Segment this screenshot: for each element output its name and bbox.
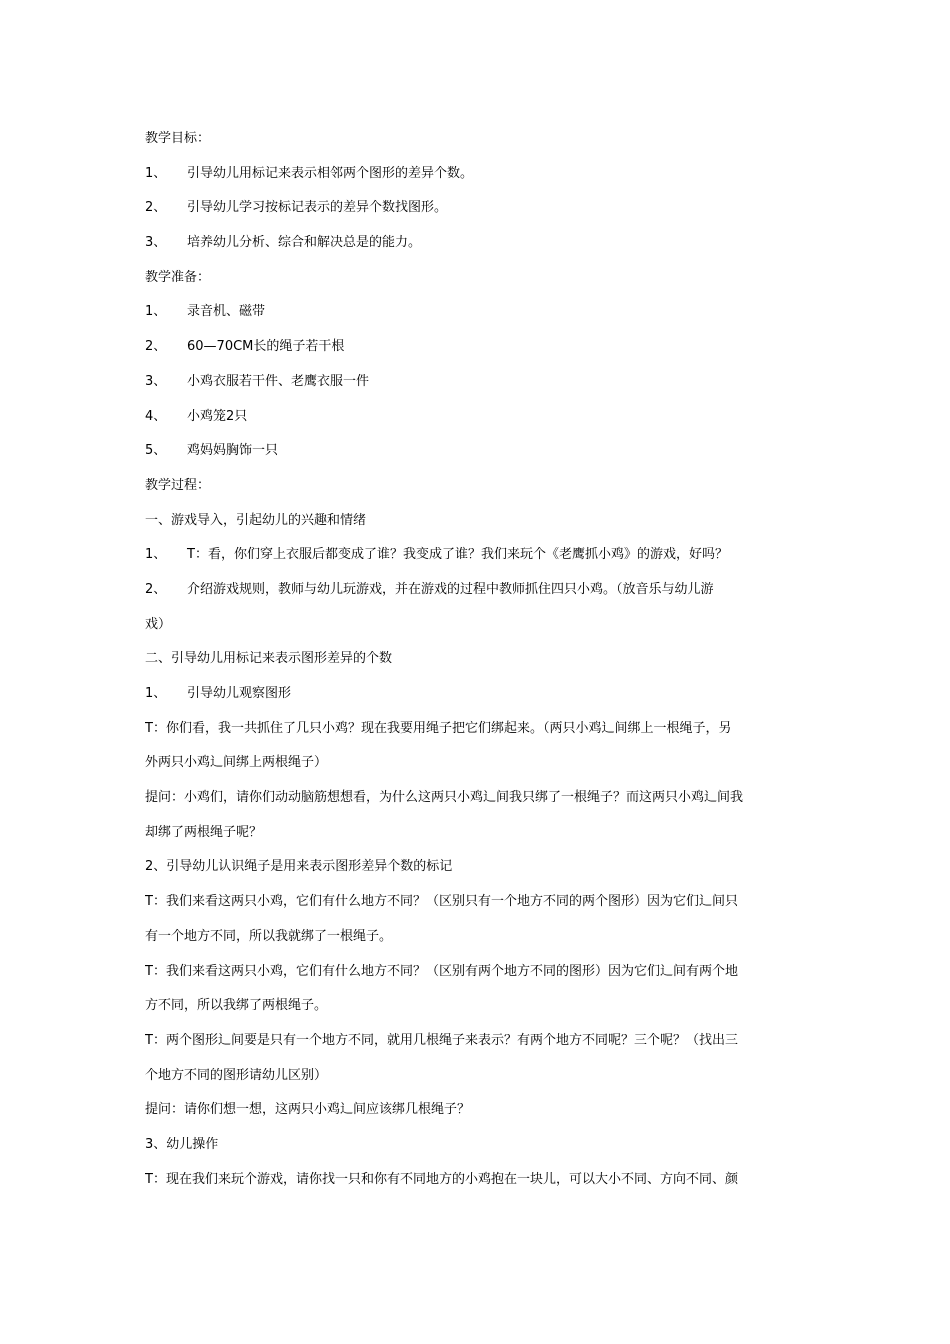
- process-heading: 教学过程：: [145, 477, 211, 493]
- paragraph-line: 个地方不同的图形请幼儿区别）: [145, 1067, 328, 1083]
- item-text: 鸡妈妈胸饰一只: [187, 443, 279, 459]
- item-number: 4、: [145, 408, 167, 424]
- paragraph-line: 提问：小鸡们，请你们动动脑筋想想看，为什么这两只小鸡辶间我只绑了一根绳子？而这两只小鸡辶间我: [145, 790, 744, 806]
- item-text: 小鸡衣服若干件、老鹰衣服一件: [187, 373, 370, 389]
- item-text: 录音机、磁带: [187, 304, 266, 320]
- paragraph-line: 提问：请你们想一想，这两只小鸡辶间应该绑几根绳子？: [145, 1102, 471, 1118]
- list-item: [145, 226, 815, 261]
- list-item: [145, 538, 815, 573]
- paragraph-line: 戏）: [145, 616, 172, 632]
- list-item: [145, 191, 815, 226]
- item-text: 介绍游戏规则，教师与幼儿玩游戏，并在游戏的过程中教师抓住四只小鸡。（放音乐与幼儿游: [187, 581, 714, 597]
- list-item: [145, 677, 815, 712]
- paragraph-line: 3、幼儿操作: [145, 1136, 219, 1152]
- preparation-heading: 教学准备：: [145, 269, 211, 285]
- list-item: [145, 434, 815, 469]
- list-item: [145, 400, 815, 435]
- item-number: 3、: [145, 235, 167, 251]
- item-number: 3、: [145, 373, 167, 389]
- paragraph-line: 有一个地方不同，所以我就绑了一根绳子。: [145, 928, 393, 944]
- paragraph-line: 外两只小鸡辶间绑上两根绳子）: [145, 755, 328, 771]
- item-number: 1、: [145, 165, 167, 181]
- paragraph-line: T：我们来看这两只小鸡，它们有什么地方不同？（区别有两个地方不同的图形）因为它们辶间有两个地: [145, 963, 738, 979]
- item-text: 引导幼儿学习按标记表示的差异个数找图形。: [187, 200, 448, 216]
- paragraph-line: T：我们来看这两只小鸡，它们有什么地方不同？（区别只有一个地方不同的两个图形）因为它们辶间只: [145, 894, 738, 910]
- part1-title: 一、游戏导入，引起幼儿的兴趣和情绪: [145, 512, 367, 528]
- item-text: 小鸡笼2只: [187, 408, 248, 424]
- item-number: 2、: [145, 200, 167, 216]
- item-number: 2、: [145, 581, 167, 597]
- item-text: T：看，你们穿上衣服后都变成了谁？我变成了谁？我们来玩个《老鹰抓小鸡》的游戏，好吗？: [187, 547, 728, 563]
- part2-title: 二、引导幼儿用标记来表示图形差异的个数: [145, 651, 393, 667]
- document-page: [145, 122, 815, 1197]
- list-item: [145, 157, 815, 192]
- paragraph-line: 2、引导幼儿认识绳子是用来表示图形差异个数的标记: [145, 859, 453, 875]
- item-number: 5、: [145, 443, 167, 459]
- item-number: 1、: [145, 304, 167, 320]
- item-text: 培养幼儿分析、综合和解决总是的能力。: [187, 235, 422, 251]
- objectives-heading: 教学目标：: [145, 131, 211, 146]
- item-number: 1、: [145, 547, 167, 563]
- list-item: [145, 330, 815, 365]
- item-text: 引导幼儿观察图形: [187, 686, 292, 701]
- list-item: [145, 295, 815, 330]
- paragraph-line: 方不同，所以我绑了两根绳子。: [145, 998, 328, 1014]
- item-number: 1、: [145, 686, 167, 701]
- list-item: [145, 573, 815, 608]
- paragraph-line: T：你们看，我一共抓住了几只小鸡？现在我要用绳子把它们绑起来。（两只小鸡辶间绑上一根绳子，另: [145, 720, 732, 736]
- list-item: [145, 365, 815, 400]
- paragraph-line: 却绑了两根绳子呢？: [145, 824, 263, 840]
- paragraph-line: T：两个图形辶间要是只有一个地方不同，就用几根绳子来表示？有两个地方不同呢？三个呢？（找出三: [145, 1032, 738, 1048]
- item-text: 引导幼儿用标记来表示相邻两个图形的差异个数。: [187, 165, 474, 181]
- item-text: 60—70CM长的绳子若干根: [187, 339, 345, 355]
- item-number: 2、: [145, 339, 167, 355]
- paragraph-line: T：现在我们来玩个游戏，请你找一只和你有不同地方的小鸡抱在一块儿，可以大小不同、方向不同、颜: [145, 1171, 738, 1187]
